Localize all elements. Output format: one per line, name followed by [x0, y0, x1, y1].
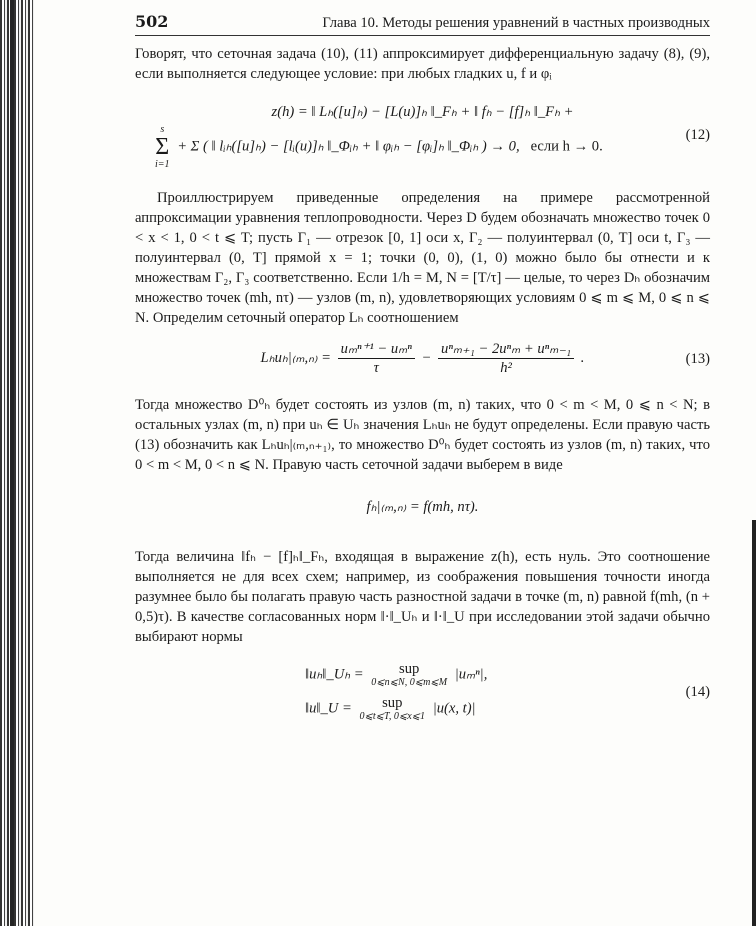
- paragraph-grid-set-definition: Тогда множество D⁰ₕ будет состоять из узлов (m, n) таких, что 0 < m < M, 0 ⩽ n < N; в остальных узлах (m, n) при uₕ ∈ Uₕ значения Lₕuₕ не будут определены. Если правую часть (13) обозначить как Lₕuₕ|₍ₘ,ₙ₊₁₎, то множество D⁰ₕ будет состоять из узлов (m, n) таких, что 0 < m < M, 0 < n ⩽ N. Правую часть сеточной задачи выберем в виде: [135, 397, 710, 473]
- equation-12: [135, 100, 710, 170]
- book-page: [135, 12, 710, 737]
- page-edge-shadow: [752, 520, 756, 926]
- equation-13-lhs: Lₕuₕ|₍ₘ,ₙ₎ =: [260, 349, 331, 366]
- equation-number-14: (14): [685, 684, 710, 700]
- equation-number-12: (12): [685, 127, 710, 143]
- equation-12-condition: если h → 0.: [530, 138, 603, 155]
- equation-13-fraction-1: $\frac{\text{uₘⁿ⁺¹ − uₘⁿ}}{\tau}$: [338, 340, 415, 377]
- page-header: [135, 12, 710, 36]
- equation-14-line-2: ‖u‖_U = sup 0⩽t⩽T, 0⩽x⩽1 |u(x, t)|: [305, 695, 476, 722]
- running-head: Глава 10. Методы решения уравнений в частных производных: [322, 15, 710, 31]
- equation-rhs-definition: fₕ|₍ₘ,ₙ₎ = f(mh, nτ).: [366, 499, 479, 515]
- equation-12-line-1: z(h) = ‖ Lₕ([u]ₕ) − [L(u)]ₕ ‖_Fₕ + ‖ fₕ − [f]ₕ ‖_Fₕ +: [271, 104, 574, 120]
- equation-14: [135, 661, 710, 723]
- paragraph-approximation-definition: Говорят, что сеточная задача (10), (11) аппроксимирует дифференциальную задачу (8), (9), если выполняется следующее условие: при любых гладких u, f и φᵢ: [135, 46, 710, 82]
- paragraph-heat-equation-example: Проиллюстрируем приведенные определения на примере рассмотренной аппроксимации уравнения теплопроводности. Через D будем обозначать множество точек 0 < x < 1, 0 < t ⩽ T; пусть Γ₁ — отрезок [0, 1] оси x, Γ₂ — полуинтервал (0, T] оси t, Γ₃ — полуинтервал (0, T] прямой x = 1; точки (0, 0), (1, 0) можно было бы отнести и к множествам Γ₂, Γ₃ соответственно. Если 1/h = M, N = [T/τ] — целые, то через Dₕ обозначим множество точек (mh, nτ) — узлов (m, n), удовлетворяющих условиям 0 ⩽ m ⩽ M, 0 ⩽ n ⩽ N. Определим сеточный оператор Lₕ соотношением: [135, 190, 710, 326]
- equation-13-minus: −: [421, 349, 432, 366]
- equation-13: [135, 340, 710, 377]
- equation-12-line-2: [135, 124, 710, 170]
- equation-13-end: .: [580, 349, 585, 366]
- equation-12-sum-body: + Σ ( ‖ lᵢₕ([u]ₕ) − [lᵢ(u)]ₕ ‖_Φᵢₕ + ‖ φᵢₕ − [φᵢ]ₕ ‖_Φᵢₕ ) → 0,: [177, 138, 520, 155]
- equation-13-fraction-2: $\frac{\text{uⁿₘ₊₁ − 2uⁿₘ + uⁿₘ₋₁}}{\text{h²}}$: [438, 340, 574, 377]
- equation-14-line-1: ‖uₕ‖_Uₕ = sup 0⩽n⩽N, 0⩽m⩽M |uₘⁿ|,: [305, 661, 488, 688]
- book-binding-edge: [0, 0, 34, 926]
- paragraph-norm-choice: Тогда величина ‖fₕ − [f]ₕ‖_Fₕ, входящая в выражение z(h), есть нуль. Это соотношение выполняется не для всех схем; например, из соображения повышения точности иногда разумнее было бы полагать правую часть разностной задачи в точке (m, n) равной f(mh, (n + 0,5)τ). В качестве согласованных норм ‖·‖_Uₕ и ‖·‖_U при исследовании этой задачи обычно выбирают нормы: [135, 549, 710, 645]
- sum-operator: s Σ i=1: [155, 124, 170, 170]
- equation-number-13: (13): [685, 350, 710, 367]
- sup-operator-1: sup 0⩽n⩽N, 0⩽m⩽M: [371, 661, 448, 688]
- page-number: 502: [135, 12, 169, 31]
- sup-operator-2: sup 0⩽t⩽T, 0⩽x⩽1: [359, 695, 426, 722]
